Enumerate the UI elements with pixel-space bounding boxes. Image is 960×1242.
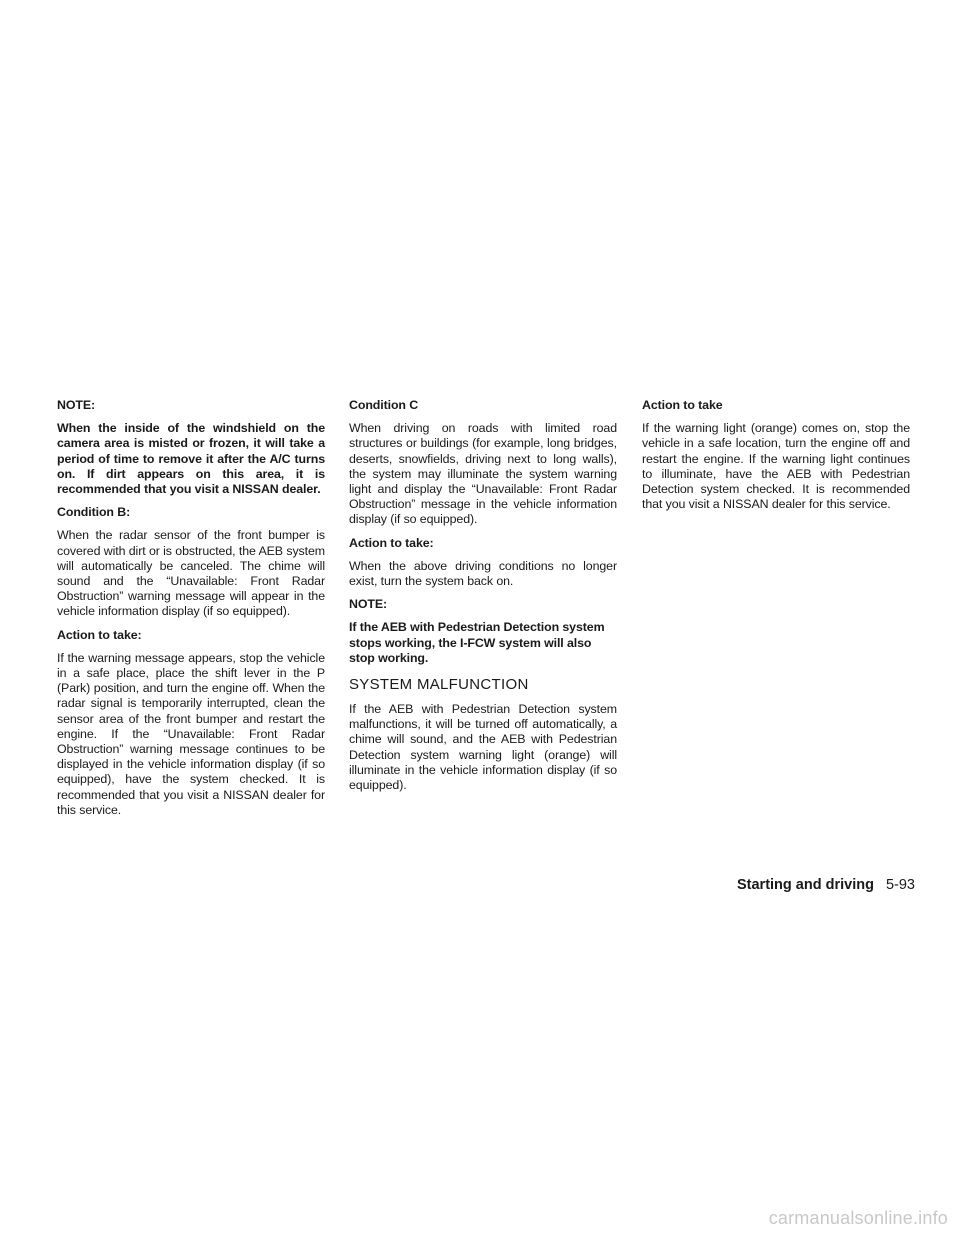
condition-c-heading: Condition C bbox=[349, 398, 419, 412]
section-heading: SYSTEM MALFUNCTION bbox=[349, 676, 529, 694]
action-heading: Action to take bbox=[642, 398, 723, 412]
malfunction-text: If the AEB with Pedestrian Detection system malfunctions, it will be turned off automatically, a chime will sound, and the AEB with Pedestrian Detection system warning light (orange) will illuminate in the vehicle information display (if so equipped). bbox=[349, 702, 617, 793]
column-middle bbox=[349, 398, 617, 801]
note-heading: NOTE: bbox=[349, 597, 388, 612]
note-text: If the AEB with Pedestrian Detection system stops working, the I-FCW system will also stop working. bbox=[349, 620, 605, 665]
action-text: If the warning light (orange) comes on, stop the vehicle in a safe location, turn the engine off and restart the engine. If the warning light continues to illuminate, have the AEB with Pedestrian Detection system checked. It is recommended that you visit a NISSAN dealer for this service. bbox=[642, 421, 910, 512]
action-text: If the warning message appears, stop the vehicle in a safe place, place the shift lever in the P (Park) position, and turn the engine off. When the radar signal is temporarily interrupted, clean the sensor area of the front bumper and restart the engine. If the “Unavailable: Front Radar Obstruction” warning message continues to be displayed in the vehicle information display (if so equipped), have the system checked. It is recommended that you visit a NISSAN dealer for this service. bbox=[57, 650, 325, 817]
action-text: When the above driving conditions no longer exist, turn the system back on. bbox=[349, 558, 617, 589]
page-footer bbox=[737, 877, 915, 893]
column-left bbox=[57, 398, 325, 826]
watermark: carmanualsonline.info bbox=[768, 1208, 948, 1228]
condition-c-text: When driving on roads with limited road structures or buildings (for example, long bridges, deserts, snowfields, driving next to long walls), the system may illuminate the system warning light and display the “Unavailable: Front Radar Obstruction” message in the vehicle information display (if so equipped). bbox=[349, 421, 617, 527]
note-heading: NOTE: bbox=[57, 398, 96, 412]
action-heading: Action to take: bbox=[57, 627, 142, 642]
page-number: 5-93 bbox=[885, 877, 915, 893]
condition-b-heading: Condition B: bbox=[57, 505, 131, 520]
column-right bbox=[642, 398, 910, 520]
note-text: When the inside of the windshield on the camera area is misted or frozen, it will take a period of time to remove it after the A/C turns on. If dirt appears on this area, it is recommended that you visit a NISSAN dealer. bbox=[57, 421, 325, 497]
action-heading: Action to take: bbox=[349, 535, 434, 550]
section-title: Starting and driving bbox=[736, 877, 874, 893]
condition-b-text: When the radar sensor of the front bumper is covered with dirt or is obstructed, the AEB system will automatically be canceled. The chime will sound and the “Unavailable: Front Radar Obstruction” warning message will appear in the vehicle information display (if so equipped). bbox=[57, 528, 325, 619]
